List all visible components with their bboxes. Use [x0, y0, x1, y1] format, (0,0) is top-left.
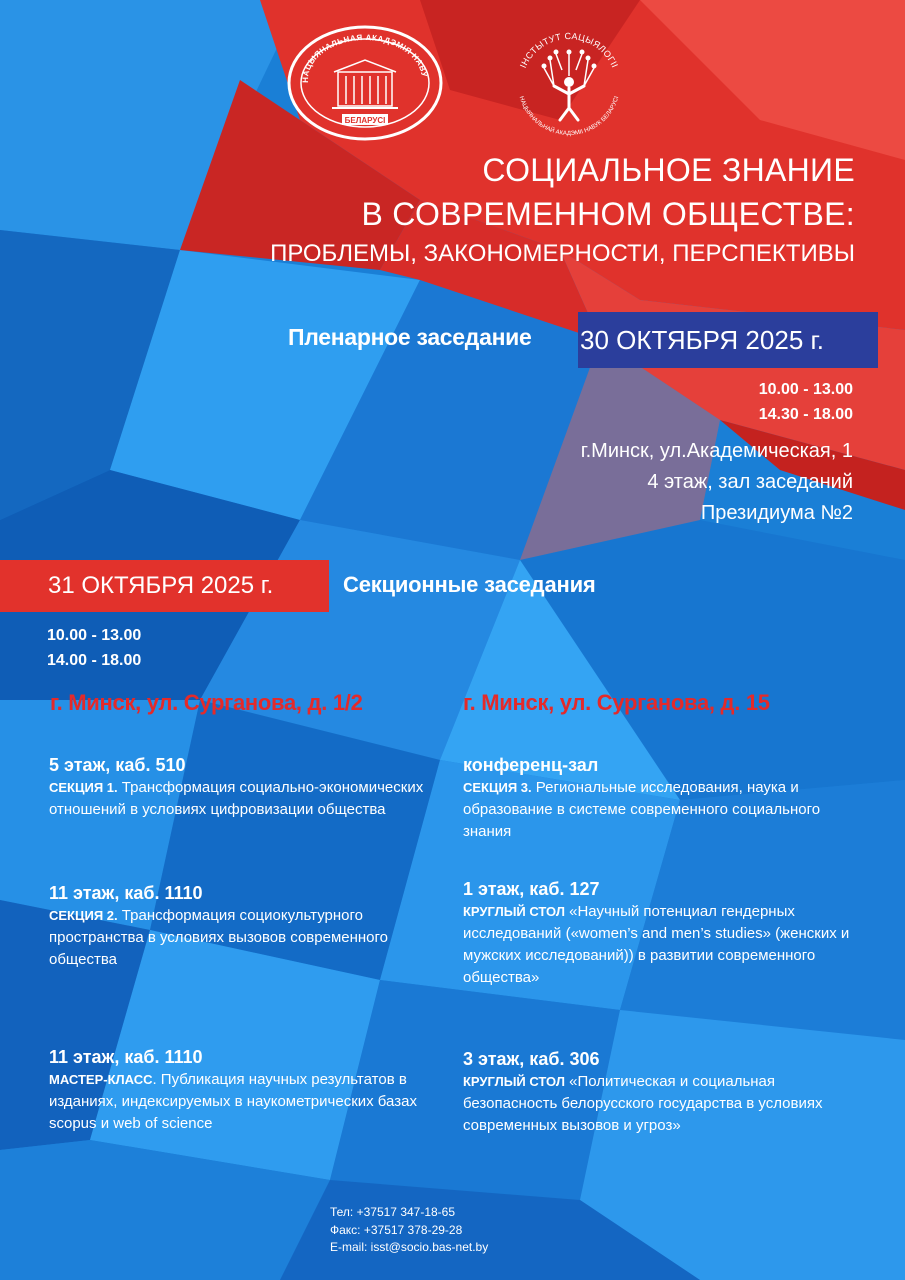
- sections-time-1: 10.00 - 13.00: [47, 627, 142, 644]
- session-kind: СЕКЦИЯ 2.: [49, 908, 118, 923]
- session-kind: МАСТЕР-КЛАСС: [49, 1072, 153, 1087]
- session-room: 5 этаж, каб. 510: [49, 755, 186, 775]
- session-item: [463, 754, 863, 843]
- session-description: [463, 901, 863, 989]
- plenary-label: Пленарное заседание: [288, 324, 532, 350]
- session-room: 11 этаж, каб. 1110: [49, 883, 203, 903]
- conference-title: [270, 148, 855, 270]
- plenary-address-line-2: 4 этаж, зал заседаний: [647, 471, 853, 493]
- sociology-institute-logo: [510, 20, 628, 138]
- title-line-2: В СОВРЕМЕННОМ ОБЩЕСТВЕ:: [361, 196, 855, 232]
- session-description: [49, 1069, 419, 1135]
- session-description: [463, 777, 863, 843]
- plenary-times: [759, 377, 853, 427]
- contacts: [330, 1204, 488, 1257]
- session-text: Трансформация социально-экономических отношений в условиях цифровизации общества: [49, 779, 424, 818]
- session-item: [49, 882, 429, 971]
- session-text: «Научный потенциал гендерных исследований («women’s and men’s studies» (женских и мужских исследований)) в развитии современного общества»: [463, 903, 850, 986]
- session-item: [49, 1046, 419, 1135]
- session-description: [463, 1071, 863, 1137]
- nan-logo-top-text: НАЦЫЯНАЛЬНАЯ АКАДЭМІЯ НАВУ: [300, 32, 429, 83]
- session-room: 11 этаж, каб. 1110: [49, 1047, 203, 1067]
- session-text: . Публикация научных результатов в изданиях, индексируемых в наукометрических базах scopus и web of science: [49, 1071, 417, 1132]
- sociology-logo-bottom-text: НАЦЫЯНАЛЬНАЙ АКАДЭМІІ НАВУК БЕЛАРУСІ: [517, 95, 621, 138]
- sociology-logo-top-text: ІНСТЫТУТ САЦЫЯЛОГІІ: [517, 30, 621, 70]
- session-description: [49, 777, 429, 821]
- svg-text:НАЦЫЯНАЛЬНАЯ АКАДЭМІЯ НАВУК: [286, 24, 429, 83]
- sections-times: [47, 623, 141, 673]
- session-item: [463, 1048, 863, 1137]
- session-kind: КРУГЛЫЙ СТОЛ: [463, 904, 565, 919]
- contact-phone: Тел: +37517 347-18-65: [330, 1205, 456, 1219]
- title-line-1: СОЦИАЛЬНОЕ ЗНАНИЕ: [482, 152, 855, 188]
- sections-label: Секционные заседания: [343, 572, 596, 597]
- sections-date-box: [0, 560, 329, 612]
- right-venue-address: г. Минск, ул. Сурганова, д. 15: [463, 690, 770, 715]
- session-kind: СЕКЦИЯ 3.: [463, 780, 532, 795]
- contact-fax: Факс: +37517 378-29-28: [330, 1222, 463, 1237]
- plenary-address-line-3: Президиума №2: [700, 502, 853, 524]
- session-text: «Политическая и социальная безопасность белорусского государства в условиях современных вызовов и угроз»: [463, 1073, 823, 1134]
- sections-date: 31 ОКТЯБРЯ 2025 г.: [48, 572, 274, 599]
- nan-logo: [286, 24, 444, 142]
- session-text: Региональные исследования, наука и образование в системе современного социального знания: [463, 779, 821, 840]
- session-text: Трансформация социокультурного пространства в условиях вызовов современного общества: [49, 907, 388, 968]
- session-room: 1 этаж, каб. 127: [463, 879, 600, 899]
- left-venue-address: г. Минск, ул. Сурганова, д. 1/2: [50, 690, 363, 715]
- plenary-time-1: 10.00 - 13.00: [758, 381, 853, 398]
- session-room: конференц-зал: [463, 755, 599, 775]
- contact-email[interactable]: E-mail: isst@socio.bas-net.by: [330, 1240, 489, 1254]
- plenary-date: 30 ОКТЯБРЯ 2025 г.: [580, 325, 825, 355]
- plenary-address-line-1: г.Минск, ул.Академическая, 1: [580, 440, 853, 462]
- plenary-time-2: 14.30 - 18.00: [758, 406, 853, 423]
- sections-time-2: 14.00 - 18.00: [47, 652, 142, 669]
- nan-logo-bottom-text: БЕЛАРУСІ: [344, 116, 386, 125]
- session-kind: КРУГЛЫЙ СТОЛ: [463, 1074, 565, 1089]
- session-item: [463, 878, 863, 989]
- session-room: 3 этаж, каб. 306: [463, 1049, 600, 1069]
- session-description: [49, 905, 429, 971]
- plenary-address: [581, 436, 853, 529]
- session-item: [49, 754, 429, 821]
- session-kind: СЕКЦИЯ 1.: [49, 780, 118, 795]
- plenary-date-box: [578, 312, 878, 368]
- title-subtitle: ПРОБЛЕМЫ, ЗАКОНОМЕРНОСТИ, ПЕРСПЕКТИВЫ: [270, 240, 855, 267]
